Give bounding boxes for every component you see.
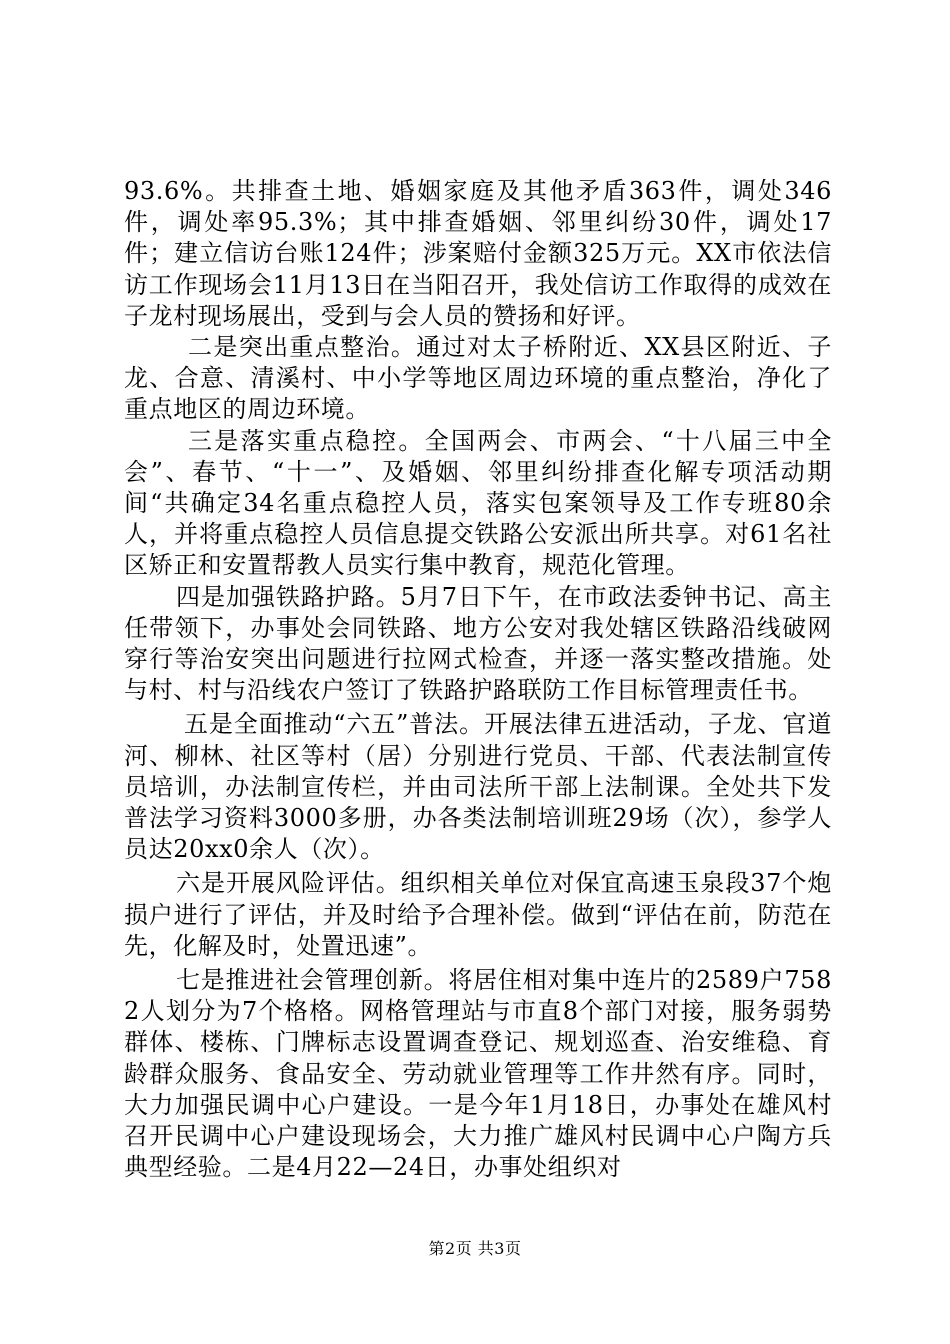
paragraph-social-management: 七是推进社会管理创新。将居住相对集中连片的2589户7582人划分为7个格格。网格管理站与市直8个部门对接，服务弱势群体、楼栋、门牌标志设置调查登记、规划巡查、治安维稳、育龄群众服务、食品安全、劳动就业管理等工作井然有序。同时，大力加强民调中心户建设。一是今年1月18日，办事处在雄风村召开民调中心户建设现场会，大力推广雄风村民调中心户陶方兵典型经验。二是4月22—24日，办事处组织对: [124, 966, 832, 1182]
paragraph-key-rectification: 二是突出重点整治。通过对太子桥附近、XX县区附近、子龙、合意、清溪村、中小学等地区周边环境的重点整治，净化了重点地区的周边环境。: [124, 333, 832, 424]
paragraph-railway-protection: 四是加强铁路护路。5月7日下午，在市政法委钟书记、高主任带领下，办事处会同铁路、地方公安对我处辖区铁路沿线破网穿行等治安突出问题进行拉网式检查，并逐一落实整改措施。处与村、村与沿线农户签订了铁路护路联防工作目标管理责任书。: [124, 582, 832, 705]
document-body: [124, 176, 832, 1184]
paragraph-legal-education: 五是全面推动“六五”普法。开展法律五进活动，子龙、官道河、柳林、社区等村（居）分别进行党员、干部、代表法制宣传员培训，办法制宣传栏，并由司法所干部上法制课。全处共下发普法学习资料3000多册，办各类法制培训班29场（次），参学人员达20xx0余人（次）。: [124, 710, 832, 864]
paragraph-risk-assessment: 六是开展风险评估。组织相关单位对保宜高速玉泉段37个炮损户进行了评估，并及时给予合理补偿。做到“评估在前，防范在先，化解及时，处置迅速”。: [124, 869, 832, 960]
paragraph-petition-stats: 93.6%。共排查土地、婚姻家庭及其他矛盾363件，调处346件，调处率95.3%；其中排查婚姻、邻里纠纷30件，调处17件；建立信访台账124件；涉案赔付金额325万元。XX市依法信访工作现场会11月13日在当阳召开，我处信访工作取得的成效在子龙村现场展出，受到与会人员的赞扬和好评。: [124, 177, 832, 330]
paragraph-key-stability-control: 三是落实重点稳控。全国两会、市两会、“十八届三中全会”、春节、“十一”、及婚姻、邻里纠纷排查化解专项活动期间“共确定34名重点稳控人员，落实包案领导及工作专班80余人，并将重点稳控人员信息提交铁路公安派出所共享。对61名社区矫正和安置帮教人员实行集中教育，规范化管理。: [124, 426, 832, 580]
page-footer: 第2页 共3页: [428, 1239, 522, 1258]
